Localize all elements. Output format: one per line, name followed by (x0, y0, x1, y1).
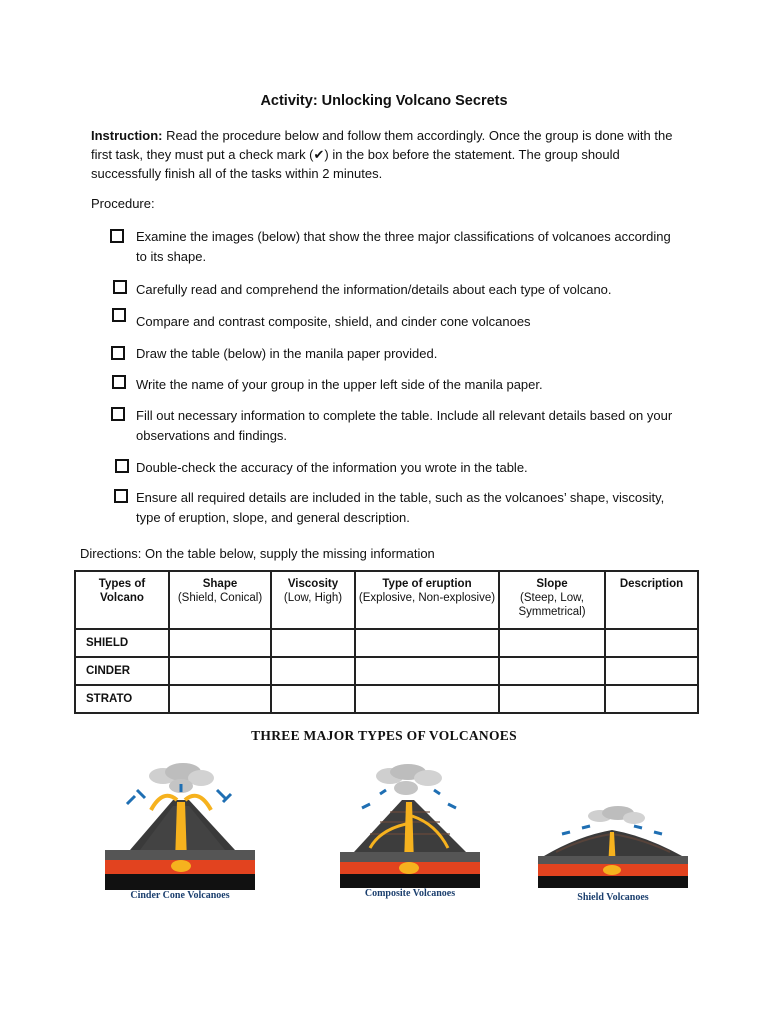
step-text: Ensure all required details are included in the table, such as the volcanoes’ shape, viscosity, type of eruption, slope, and general description. (136, 490, 665, 525)
checkbox[interactable] (111, 346, 125, 360)
checkbox[interactable] (113, 280, 127, 294)
header-title: Type of eruption (382, 578, 472, 590)
cinder-cone-illustration (105, 762, 255, 890)
activity-title: Activity: Unlocking Volcano Secrets (260, 93, 508, 109)
table-cell[interactable] (271, 657, 355, 685)
table-cell[interactable] (499, 685, 605, 713)
composite-volcano-illustration (340, 764, 480, 888)
shield-volcano-illustration (538, 806, 688, 888)
step-text: Write the name of your group in the upper left side of the manila paper. (136, 377, 543, 392)
directions-text: Directions: On the table below, supply the missing information (80, 546, 435, 561)
table-cell[interactable] (355, 629, 499, 657)
header-sub: (Shield, Conical) (177, 592, 263, 604)
step-text: Fill out necessary information to complete the table. Include all relevant details based on your observations and findings. (136, 408, 673, 443)
table-header-row (75, 571, 698, 629)
procedure-label: Procedure: (91, 196, 155, 211)
table-cell[interactable] (499, 629, 605, 657)
row-label: CINDER (75, 657, 169, 685)
volcano-types-title: THREE MAJOR TYPES OF VOLCANOES (251, 728, 517, 743)
table-cell[interactable] (355, 657, 499, 685)
table-cell[interactable] (271, 629, 355, 657)
checkbox[interactable] (112, 375, 126, 389)
header-title: Description (619, 578, 684, 590)
checkbox[interactable] (111, 407, 125, 421)
table-header-cell (605, 571, 698, 629)
volcano-caption: Composite Volcanoes (364, 888, 456, 899)
instruction-paragraph (91, 126, 681, 183)
table-row (75, 685, 698, 713)
header-title: Types of Volcano (98, 578, 146, 604)
volcano-caption: Cinder Cone Volcanoes (130, 890, 230, 901)
checkbox[interactable] (115, 459, 129, 473)
table-cell[interactable] (169, 685, 271, 713)
table-cell[interactable] (605, 629, 698, 657)
table-header-cell (499, 571, 605, 629)
step-text: Compare and contrast composite, shield, and cinder cone volcanoes (136, 314, 531, 329)
table-header-cell (355, 571, 499, 629)
step-text: Double-check the accuracy of the information you wrote in the table. (136, 460, 528, 475)
header-title: Viscosity (287, 578, 339, 590)
header-title: Shape (202, 578, 238, 590)
table-cell[interactable] (355, 685, 499, 713)
table-header-cell (271, 571, 355, 629)
checkbox[interactable] (110, 229, 124, 243)
shield-volcano-figure (538, 806, 688, 916)
step-text: Carefully read and comprehend the information/details about each type of volcano. (136, 282, 612, 297)
row-label: SHIELD (75, 629, 169, 657)
table-cell[interactable] (271, 685, 355, 713)
step-text: Draw the table (below) in the manila paper provided. (136, 346, 438, 361)
checkbox[interactable] (114, 489, 128, 503)
instruction-label: Instruction: (91, 128, 163, 143)
composite-volcano-figure (340, 764, 480, 914)
table-cell[interactable] (605, 657, 698, 685)
header-title: Slope (536, 578, 568, 590)
cinder-cone-volcano-figure (105, 762, 255, 912)
step-text: Examine the images (below) that show the three major classifications of volcanoes according to its shape. (136, 229, 671, 264)
table-header-cell (75, 571, 169, 629)
table-cell[interactable] (169, 629, 271, 657)
header-sub: (Low, High) (283, 592, 343, 604)
volcano-comparison-table (74, 570, 699, 714)
checkbox[interactable] (112, 308, 126, 322)
header-sub: (Steep, Low, Symmetrical) (518, 592, 586, 618)
table-cell[interactable] (499, 657, 605, 685)
table-header-cell (169, 571, 271, 629)
volcano-caption: Shield Volcanoes (577, 892, 649, 903)
table-row (75, 629, 698, 657)
table-row (75, 657, 698, 685)
table-cell[interactable] (169, 657, 271, 685)
row-label: STRATO (75, 685, 169, 713)
header-sub: (Explosive, Non-explosive) (358, 592, 496, 604)
table-cell[interactable] (605, 685, 698, 713)
instruction-text: Read the procedure below and follow them accordingly. Once the group is done with the first task, they must put a check mark (✔) in the box before the statement. The group should successfully finish all of the tasks within 2 minutes. (91, 128, 673, 181)
